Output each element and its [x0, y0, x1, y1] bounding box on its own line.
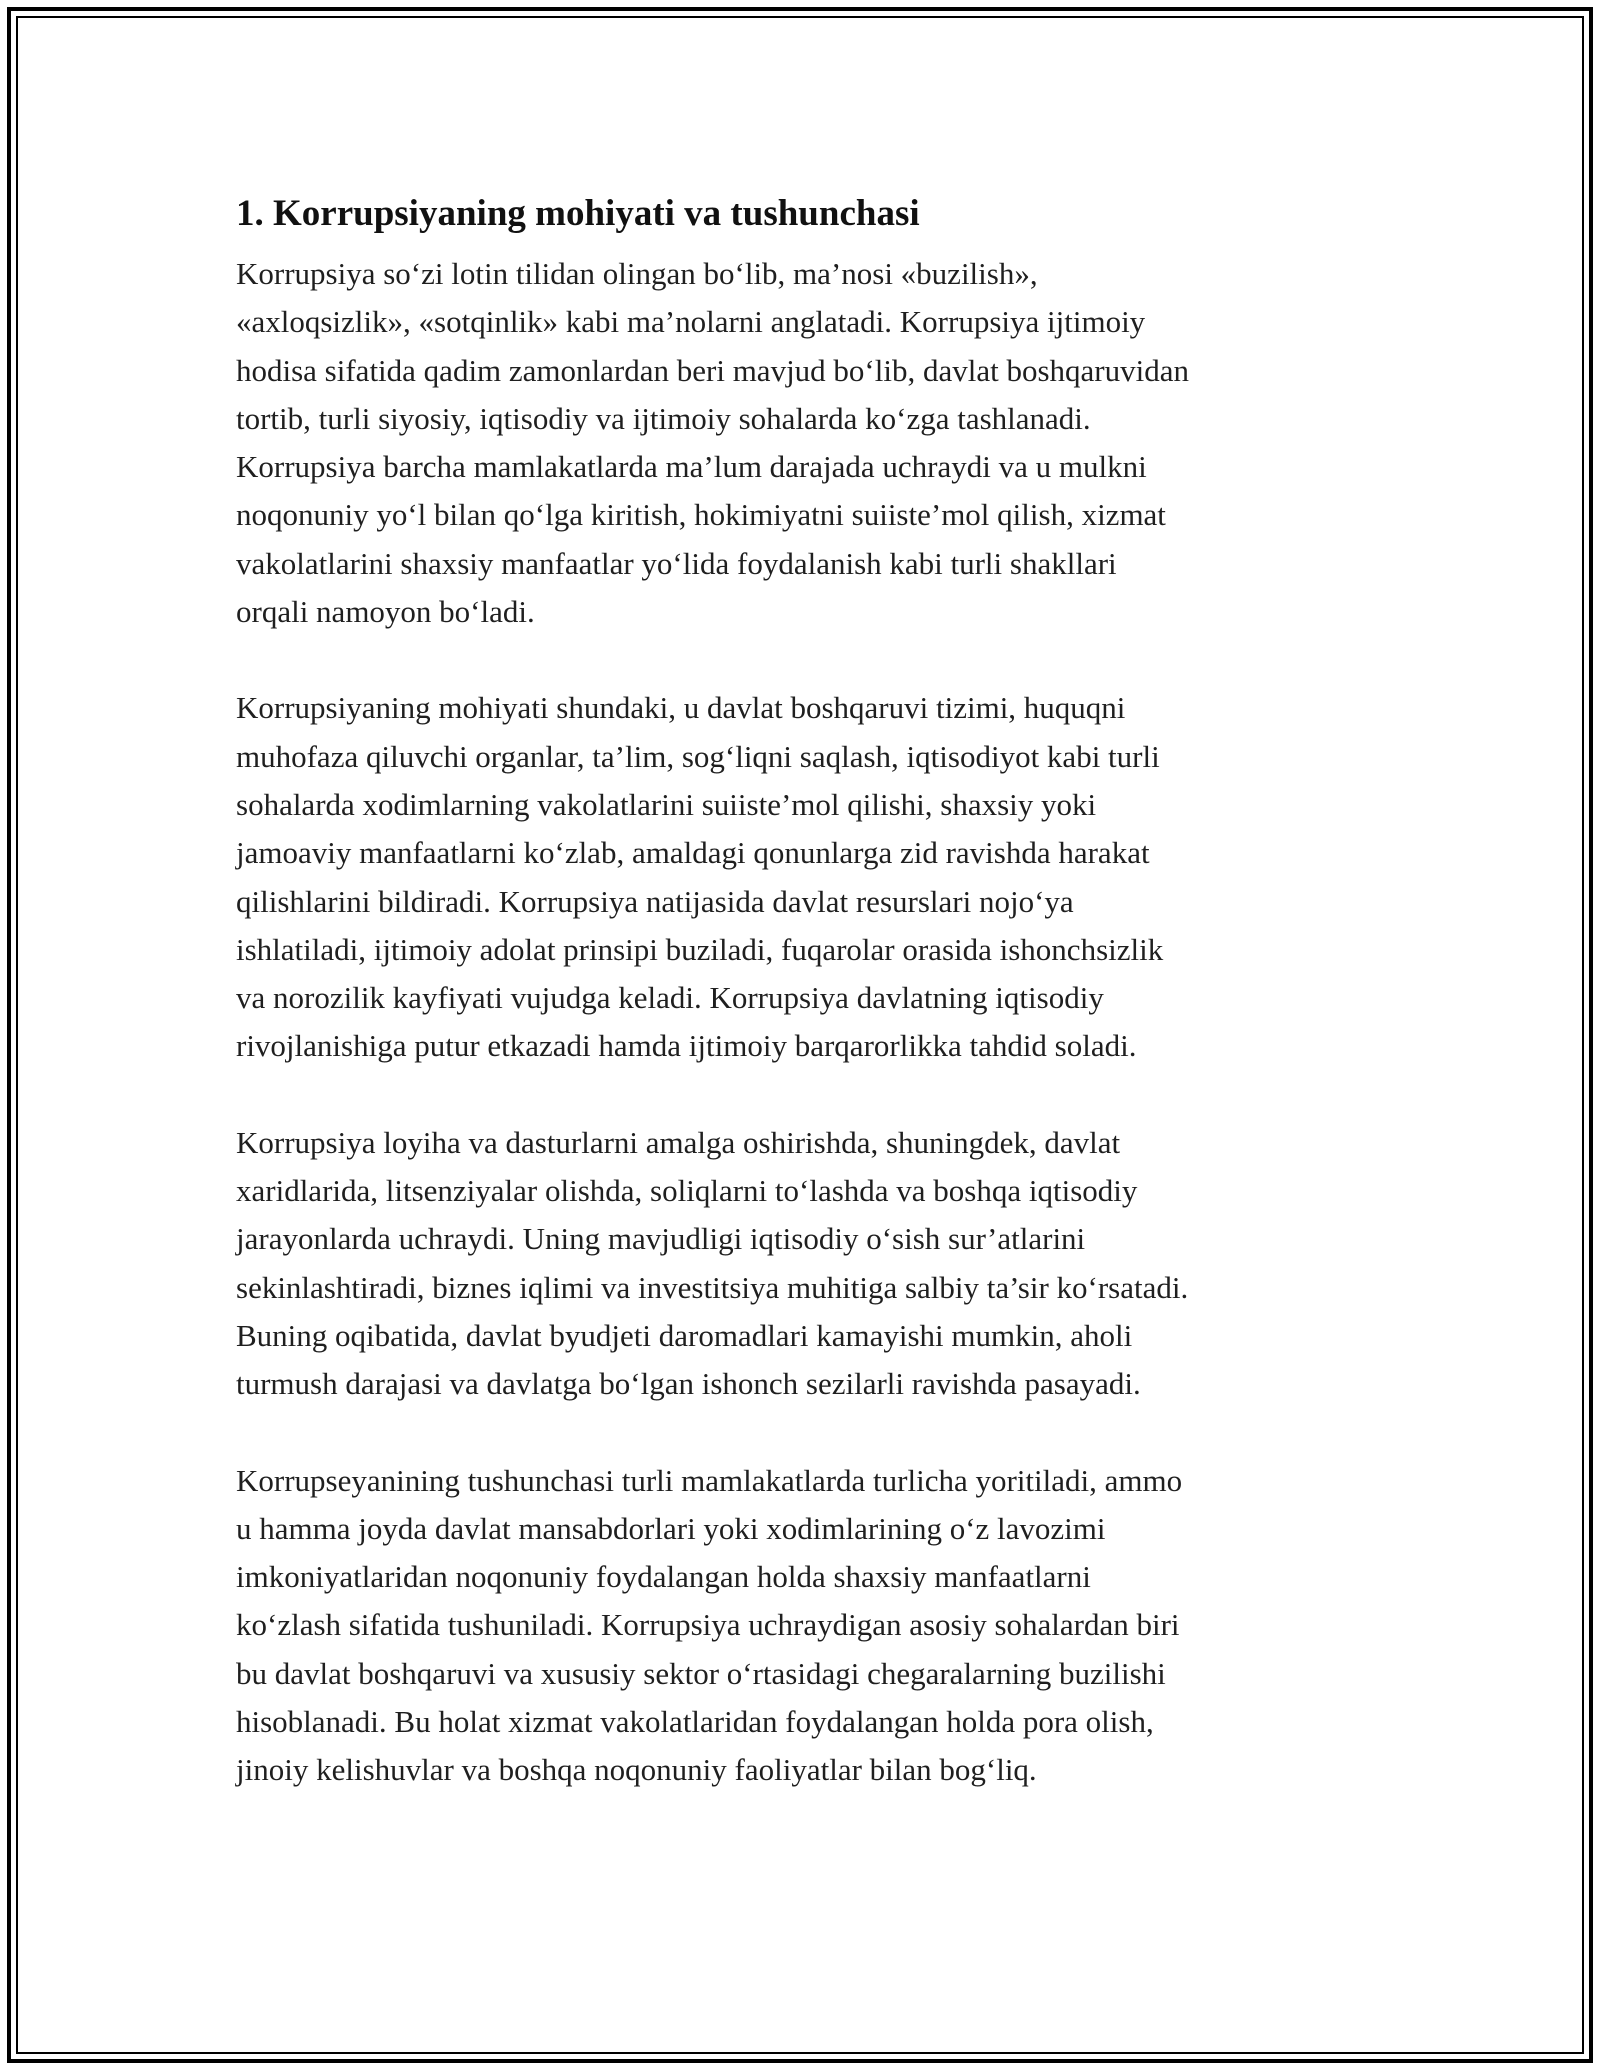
text-line: jamoaviy manfaatlarni ko‘zlab, amaldagi qonunlarga zid ravishda harakat: [236, 835, 1150, 871]
text-line: rivojlanishiga putur etkazadi hamda ijtimoiy barqarorlikka tahdid soladi.: [236, 1028, 1137, 1064]
text-line: bu davlat boshqaruvi va xususiy sektor o‘rtasidagi chegaralarning buzilishi: [236, 1655, 1166, 1691]
text-line: qilishlarini bildiradi. Korrupsiya natijasida davlat resurslari nojo‘ya: [236, 883, 1074, 919]
text-line: ishlatiladi, ijtimoiy adolat prinsipi buziladi, fuqarolar orasida ishonchsizlik: [236, 931, 1164, 967]
paragraph-1: [236, 250, 1366, 636]
text-line: ko‘zlash sifatida tushuniladi. Korrupsiya uchraydigan asosiy sohalardan biri: [236, 1607, 1180, 1643]
text-line: hisoblanadi. Bu holat xizmat vakolatlaridan foydalangan holda pora olish,: [236, 1704, 1154, 1740]
text-line: muhofaza qiluvchi organlar, ta’lim, sog‘liqni saqlash, iqtisodiyot kabi turli: [236, 738, 1160, 774]
paragraph-2: [236, 684, 1366, 1070]
text-line: Korrupsiya barcha mamlakatlarda ma’lum darajada uchraydi va u mulkni: [236, 449, 1147, 485]
paragraph-3: [236, 1119, 1366, 1409]
section-heading: 1. Korrupsiyaning mohiyati va tushunchasi: [236, 193, 920, 234]
text-line: tortib, turli siyosiy, iqtisodiy va ijtimoiy sohalarda ko‘zga tashlanadi.: [236, 400, 1091, 436]
text-line: jarayonlarda uchraydi. Uning mavjudligi iqtisodiy o‘sish sur’atlarini: [236, 1221, 1086, 1257]
document-body: [236, 186, 1366, 1843]
text-line: hodisa sifatida qadim zamonlardan beri mavjud bo‘lib, davlat boshqaruvidan: [236, 352, 1189, 388]
text-line: orqali namoyon bo‘ladi.: [236, 594, 535, 630]
text-line: «axloqsizlik», «sotqinlik» kabi ma’nolarni anglatadi. Korrupsiya ijtimoiy: [236, 304, 1146, 340]
text-line: Korrupsiya so‘zi lotin tilidan olingan bo‘lib, ma’nosi «buzilish»,: [236, 256, 1038, 291]
text-line: u hamma joyda davlat mansabdorlari yoki xodimlarining o‘z lavozimi: [236, 1510, 1106, 1546]
text-line: Korrupsiyaning mohiyati shundaki, u davlat boshqaruvi tizimi, huquqni: [236, 690, 1126, 726]
text-line: sekinlashtiradi, biznes iqlimi va investitsiya muhitiga salbiy ta’sir ko‘rsatadi.: [236, 1269, 1189, 1305]
text-line: va norozilik kayfiyati vujudga keladi. Korrupsiya davlatning iqtisodiy: [236, 980, 1104, 1016]
text-line: jinoiy kelishuvlar va boshqa noqonuniy faoliyatlar bilan bog‘liq.: [236, 1752, 1037, 1788]
text-line: vakolatlarini shaxsiy manfaatlar yo‘lida foydalanish kabi turli shakllari: [236, 545, 1117, 581]
text-line: turmush darajasi va davlatga bo‘lgan ishonch sezilarli ravishda pasayadi.: [236, 1366, 1141, 1402]
paragraph-4: [236, 1457, 1366, 1795]
text-line: Korrupsiya loyiha va dasturlarni amalga oshirishda, shuningdek, davlat: [236, 1124, 1121, 1160]
text-line: noqonuniy yo‘l bilan qo‘lga kiritish, hokimiyatni suiiste’mol qilish, xizmat: [236, 497, 1166, 533]
text-line: Korrupseyanining tushunchasi turli mamlakatlarda turlicha yoritiladi, ammo: [236, 1462, 1183, 1498]
text-line: sohalarda xodimlarning vakolatlarini suiiste’mol qilishi, shaxsiy yoki: [236, 786, 1097, 822]
text-line: xaridlarida, litsenziyalar olishda, soliqlarni to‘lashda va boshqa iqtisodiy: [236, 1173, 1138, 1209]
text-line: Buning oqibatida, davlat byudjeti daromadlari kamayishi mumkin, aholi: [236, 1317, 1133, 1353]
text-line: imkoniyatlaridan noqonuniy foydalangan holda shaxsiy manfaatlarni: [236, 1559, 1091, 1595]
